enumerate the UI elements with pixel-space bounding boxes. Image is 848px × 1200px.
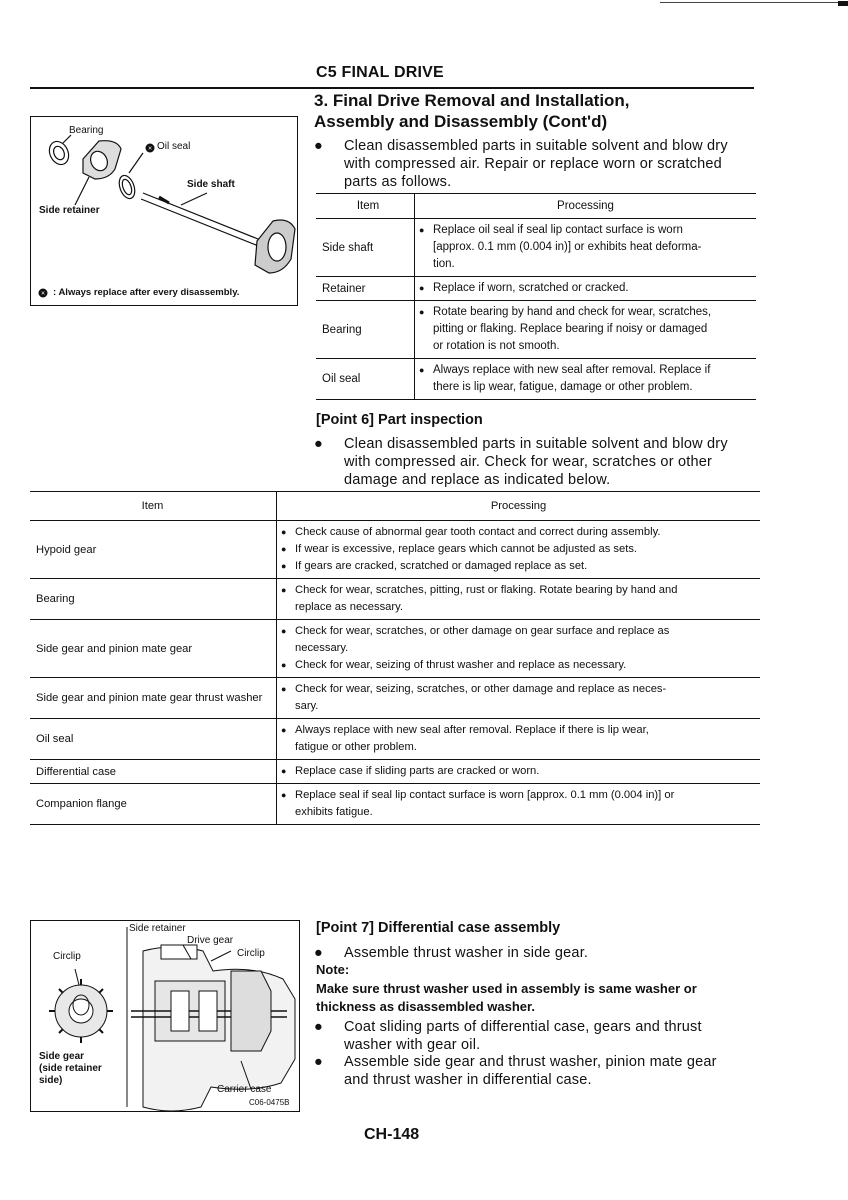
page-title: [314, 90, 630, 132]
row-item: Bearing: [316, 301, 415, 359]
table-row: [316, 301, 756, 359]
table-row: [30, 678, 760, 719]
point6-line3: damage and replace as indicated below.: [344, 472, 611, 488]
table-header-row: [316, 194, 756, 219]
processing-line: ● Always replace with new seal after removal. Replace if: [415, 362, 756, 379]
row-item: Oil seal: [30, 719, 277, 760]
row-processing: [277, 620, 761, 678]
note-body: [316, 980, 766, 1016]
point6-line2: with compressed air. Check for wear, scratches or other: [344, 454, 713, 470]
point7-bullet3-line2: and thrust washer in differential case.: [344, 1072, 592, 1088]
page-title-line1: 3. Final Drive Removal and Installation,: [314, 91, 630, 110]
processing-line: ● Replace seal if seal lip contact surface is worn [approx. 0.1 mm (0.004 in)] or: [277, 787, 760, 804]
fig2-circlip-right-label: Circlip: [237, 948, 265, 959]
intro-line3: parts as follows.: [344, 174, 452, 190]
fig2-side-gear-line1: Side gear: [39, 1051, 85, 1062]
fig1-bearing-label: Bearing: [69, 125, 104, 136]
processing-line: pitting or flaking. Replace bearing if noisy or damaged: [433, 323, 708, 335]
row-item: Oil seal: [316, 359, 415, 400]
intro-line2: with compressed air. Repair or replace worn or scratched: [344, 156, 722, 172]
corner-mark: [660, 2, 848, 7]
fig2-carrier-case-label: Carrier case: [217, 1084, 272, 1095]
processing-line: ● Always replace with new seal after removal. Replace if there is lip wear,: [277, 722, 760, 739]
point7-bullet3-line1: Assemble side gear and thrust washer, pinion mate gear: [344, 1054, 717, 1070]
row-processing: [277, 521, 761, 579]
table-row: [316, 277, 756, 301]
processing-line: tion.: [433, 258, 455, 270]
processing-line: ● Check for wear, seizing of thrust washer and replace as necessary.: [277, 657, 760, 674]
row-item: Side gear and pinion mate gear thrust washer: [30, 678, 277, 719]
processing-line: ● Check for wear, scratches, pitting, rust or flaking. Rotate bearing by hand and: [277, 582, 760, 599]
fig2-code: C06-0475B: [249, 1098, 290, 1107]
differential-case-figure: [30, 920, 300, 1112]
fig2-drive-gear-label: Drive gear: [187, 935, 234, 946]
intro-line1: Clean disassembled parts in suitable solvent and blow dry: [344, 138, 728, 154]
row-processing: [415, 277, 757, 301]
table-header-processing: Processing: [415, 194, 757, 219]
row-processing: [277, 784, 761, 825]
table-row: [30, 760, 760, 784]
fig2-side-gear-line3: side): [39, 1075, 63, 1086]
table-row: [30, 784, 760, 825]
point7-bullet3: [314, 1053, 764, 1089]
fig1-oil-seal-label: Oil seal: [157, 141, 191, 152]
row-item: Side gear and pinion mate gear: [30, 620, 277, 678]
table-header-item: Item: [30, 492, 277, 521]
row-item: Side shaft: [316, 219, 415, 277]
processing-line: necessary.: [295, 642, 349, 654]
row-processing: [277, 760, 761, 784]
bullet-dot: ●: [314, 436, 323, 452]
row-processing: [415, 219, 757, 277]
fig2-circlip-left-label: Circlip: [53, 951, 81, 962]
bullet-dot: ●: [314, 138, 323, 154]
section-rule: [30, 87, 754, 89]
table-row: [316, 219, 756, 277]
page-title-line2: Assembly and Disassembly (Cont'd): [314, 112, 608, 131]
processing-line: ● Replace oil seal if seal lip contact surface is worn: [415, 222, 756, 239]
point7-bullet1-text: Assemble thrust washer in side gear.: [344, 945, 589, 961]
fig1-side-shaft-label: Side shaft: [187, 179, 235, 190]
processing-line: sary.: [295, 700, 319, 712]
table-header-item: Item: [316, 194, 415, 219]
svg-text:×: ×: [147, 145, 153, 153]
processing-line: ● Replace if worn, scratched or cracked.: [415, 280, 756, 297]
processing-line: or rotation is not smooth.: [433, 340, 560, 352]
fig1-legend: : Always replace after every disassembly.: [53, 287, 240, 298]
processing-line: there is lip wear, fatigue, damage or other problem.: [433, 381, 693, 393]
corner-dot: [838, 1, 848, 6]
point6-title: [Point 6] Part inspection: [316, 412, 483, 428]
row-processing: [415, 359, 757, 400]
row-item: Bearing: [30, 579, 277, 620]
row-processing: [277, 579, 761, 620]
bullet-dot: ●: [314, 1054, 323, 1070]
side-retainer-figure: [30, 116, 298, 306]
row-processing: [277, 678, 761, 719]
page-number: CH-148: [364, 1126, 420, 1143]
processing-line: ● Rotate bearing by hand and check for wear, scratches,: [415, 304, 756, 321]
point7-title: [Point 7] Differential case assembly: [316, 920, 561, 936]
table-row: [30, 620, 760, 678]
processing-line: fatigue or other problem.: [295, 741, 417, 753]
bullet-dot: ●: [314, 945, 323, 961]
processing-line: [approx. 0.1 mm (0.004 in)] or exhibits heat deforma-: [433, 241, 702, 253]
table-header-row: [30, 492, 760, 521]
processing-line: replace as necessary.: [295, 601, 403, 613]
row-item: Retainer: [316, 277, 415, 301]
table-row: [30, 719, 760, 760]
processing-line: ● Replace case if sliding parts are cracked or worn.: [277, 763, 760, 780]
processing-line: ● If gears are cracked, scratched or damaged replace as set.: [277, 558, 760, 575]
parts-table-1: [316, 193, 756, 400]
row-processing: [415, 301, 757, 359]
table-row: [30, 521, 760, 579]
note-label: Note:: [316, 962, 350, 977]
fig2-side-gear-label: [39, 1051, 102, 1087]
point7-bullet2-line1: Coat sliding parts of differential case, gears and thrust: [344, 1019, 702, 1035]
fig1-side-retainer-label: Side retainer: [39, 205, 100, 216]
point7-bullet2: [314, 1018, 764, 1054]
note-line1: Make sure thrust washer used in assembly is same washer or: [316, 981, 697, 996]
fig2-side-gear-line2: (side retainer: [39, 1063, 102, 1074]
point7-bullet1: [314, 944, 764, 962]
row-item: Differential case: [30, 760, 277, 784]
section-title: C5 FINAL DRIVE: [316, 64, 444, 81]
processing-line: exhibits fatigue.: [295, 806, 373, 818]
note-line2: thickness as disassembled washer.: [316, 999, 535, 1014]
processing-line: ● Check for wear, seizing, scratches, or other damage and replace as neces-: [277, 681, 760, 698]
fig2-side-retainer-label: Side retainer: [129, 923, 186, 934]
parts-table-2: [30, 491, 760, 825]
table-row: [30, 579, 760, 620]
row-processing: [277, 719, 761, 760]
row-item: Hypoid gear: [30, 521, 277, 579]
processing-line: ● If wear is excessive, replace gears which cannot be adjusted as sets.: [277, 541, 760, 558]
row-item: Companion flange: [30, 784, 277, 825]
point6-line1: Clean disassembled parts in suitable solvent and blow dry: [344, 436, 728, 452]
intro-bullet: [314, 137, 764, 191]
point6-bullet: [314, 435, 764, 489]
table-row: [316, 359, 756, 400]
processing-line: ● Check cause of abnormal gear tooth contact and correct during assembly.: [277, 524, 760, 541]
processing-line: ● Check for wear, scratches, or other damage on gear surface and replace as: [277, 623, 760, 640]
point7-bullet2-line2: washer with gear oil.: [344, 1037, 481, 1053]
bullet-dot: ●: [314, 1019, 323, 1035]
table-header-processing: Processing: [277, 492, 761, 521]
svg-text:×: ×: [40, 290, 46, 298]
